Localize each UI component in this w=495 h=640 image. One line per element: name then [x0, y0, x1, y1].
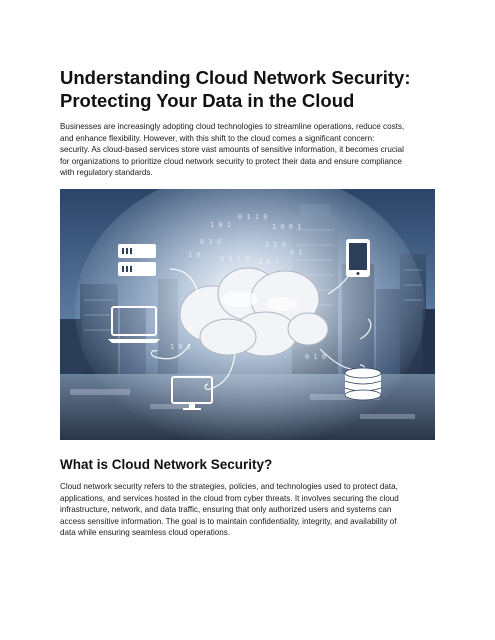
svg-text:0 1: 0 1	[290, 249, 303, 257]
title-line-1: Understanding Cloud Network Security:	[60, 67, 411, 88]
svg-text:1 0 1: 1 0 1	[210, 221, 232, 229]
intro-line: for organizations to prioritize cloud network security to protect their data and ensure compliance	[60, 156, 402, 166]
intro-line: and enhance flexibility. However, with this shift to the cloud comes a significant concern:	[60, 133, 375, 143]
section-paragraph	[60, 481, 440, 539]
section-line: Cloud network security refers to the strategies, policies, and technologies used to protect data,	[60, 482, 398, 491]
database-icon	[345, 368, 381, 400]
section-line: applications, and services hosted in the cloud from cyber threats. It involves securing the cloud	[60, 493, 399, 503]
tablet-icon	[346, 239, 370, 277]
title-line-2: Protecting Your Data in the Cloud	[60, 90, 355, 111]
svg-text:1 0 1: 1 0 1	[258, 258, 280, 266]
section-line: data while ensuring seamless cloud operations.	[60, 528, 231, 537]
intro-line: security. As cloud-based services store vast amounts of sensitive information, it becomes crucial	[60, 145, 404, 154]
svg-text:1 1 0: 1 1 0	[265, 241, 287, 249]
svg-text:1 0: 1 0	[188, 251, 201, 259]
cloud-city-illustration	[60, 189, 435, 440]
svg-text:0 1 0: 0 1 0	[200, 238, 222, 246]
svg-text:0 1 1 0: 0 1 1 0	[238, 213, 268, 221]
svg-text:0 0 1 0: 0 0 1 0	[220, 255, 250, 263]
hero-image	[60, 189, 435, 440]
svg-text:1 0 0 1: 1 0 0 1	[272, 223, 302, 231]
section-heading: What is Cloud Network Security?	[60, 457, 273, 472]
intro-paragraph	[60, 121, 440, 179]
svg-text:0 1 0: 0 1 0	[305, 353, 327, 361]
section-line: infrastructure, network, and data traffic, ensuring that only authorized users and systems can	[60, 505, 392, 514]
intro-line: Businesses are increasingly adopting cloud technologies to streamline operations, reduce costs,	[60, 122, 405, 131]
section-line: access sensitive information. The goal is to maintain confidentiality, integrity, and availability of	[60, 516, 397, 526]
intro-line: with regulatory standards.	[60, 168, 153, 177]
svg-text:1 0 1: 1 0 1	[170, 343, 192, 351]
page-title	[60, 66, 440, 112]
